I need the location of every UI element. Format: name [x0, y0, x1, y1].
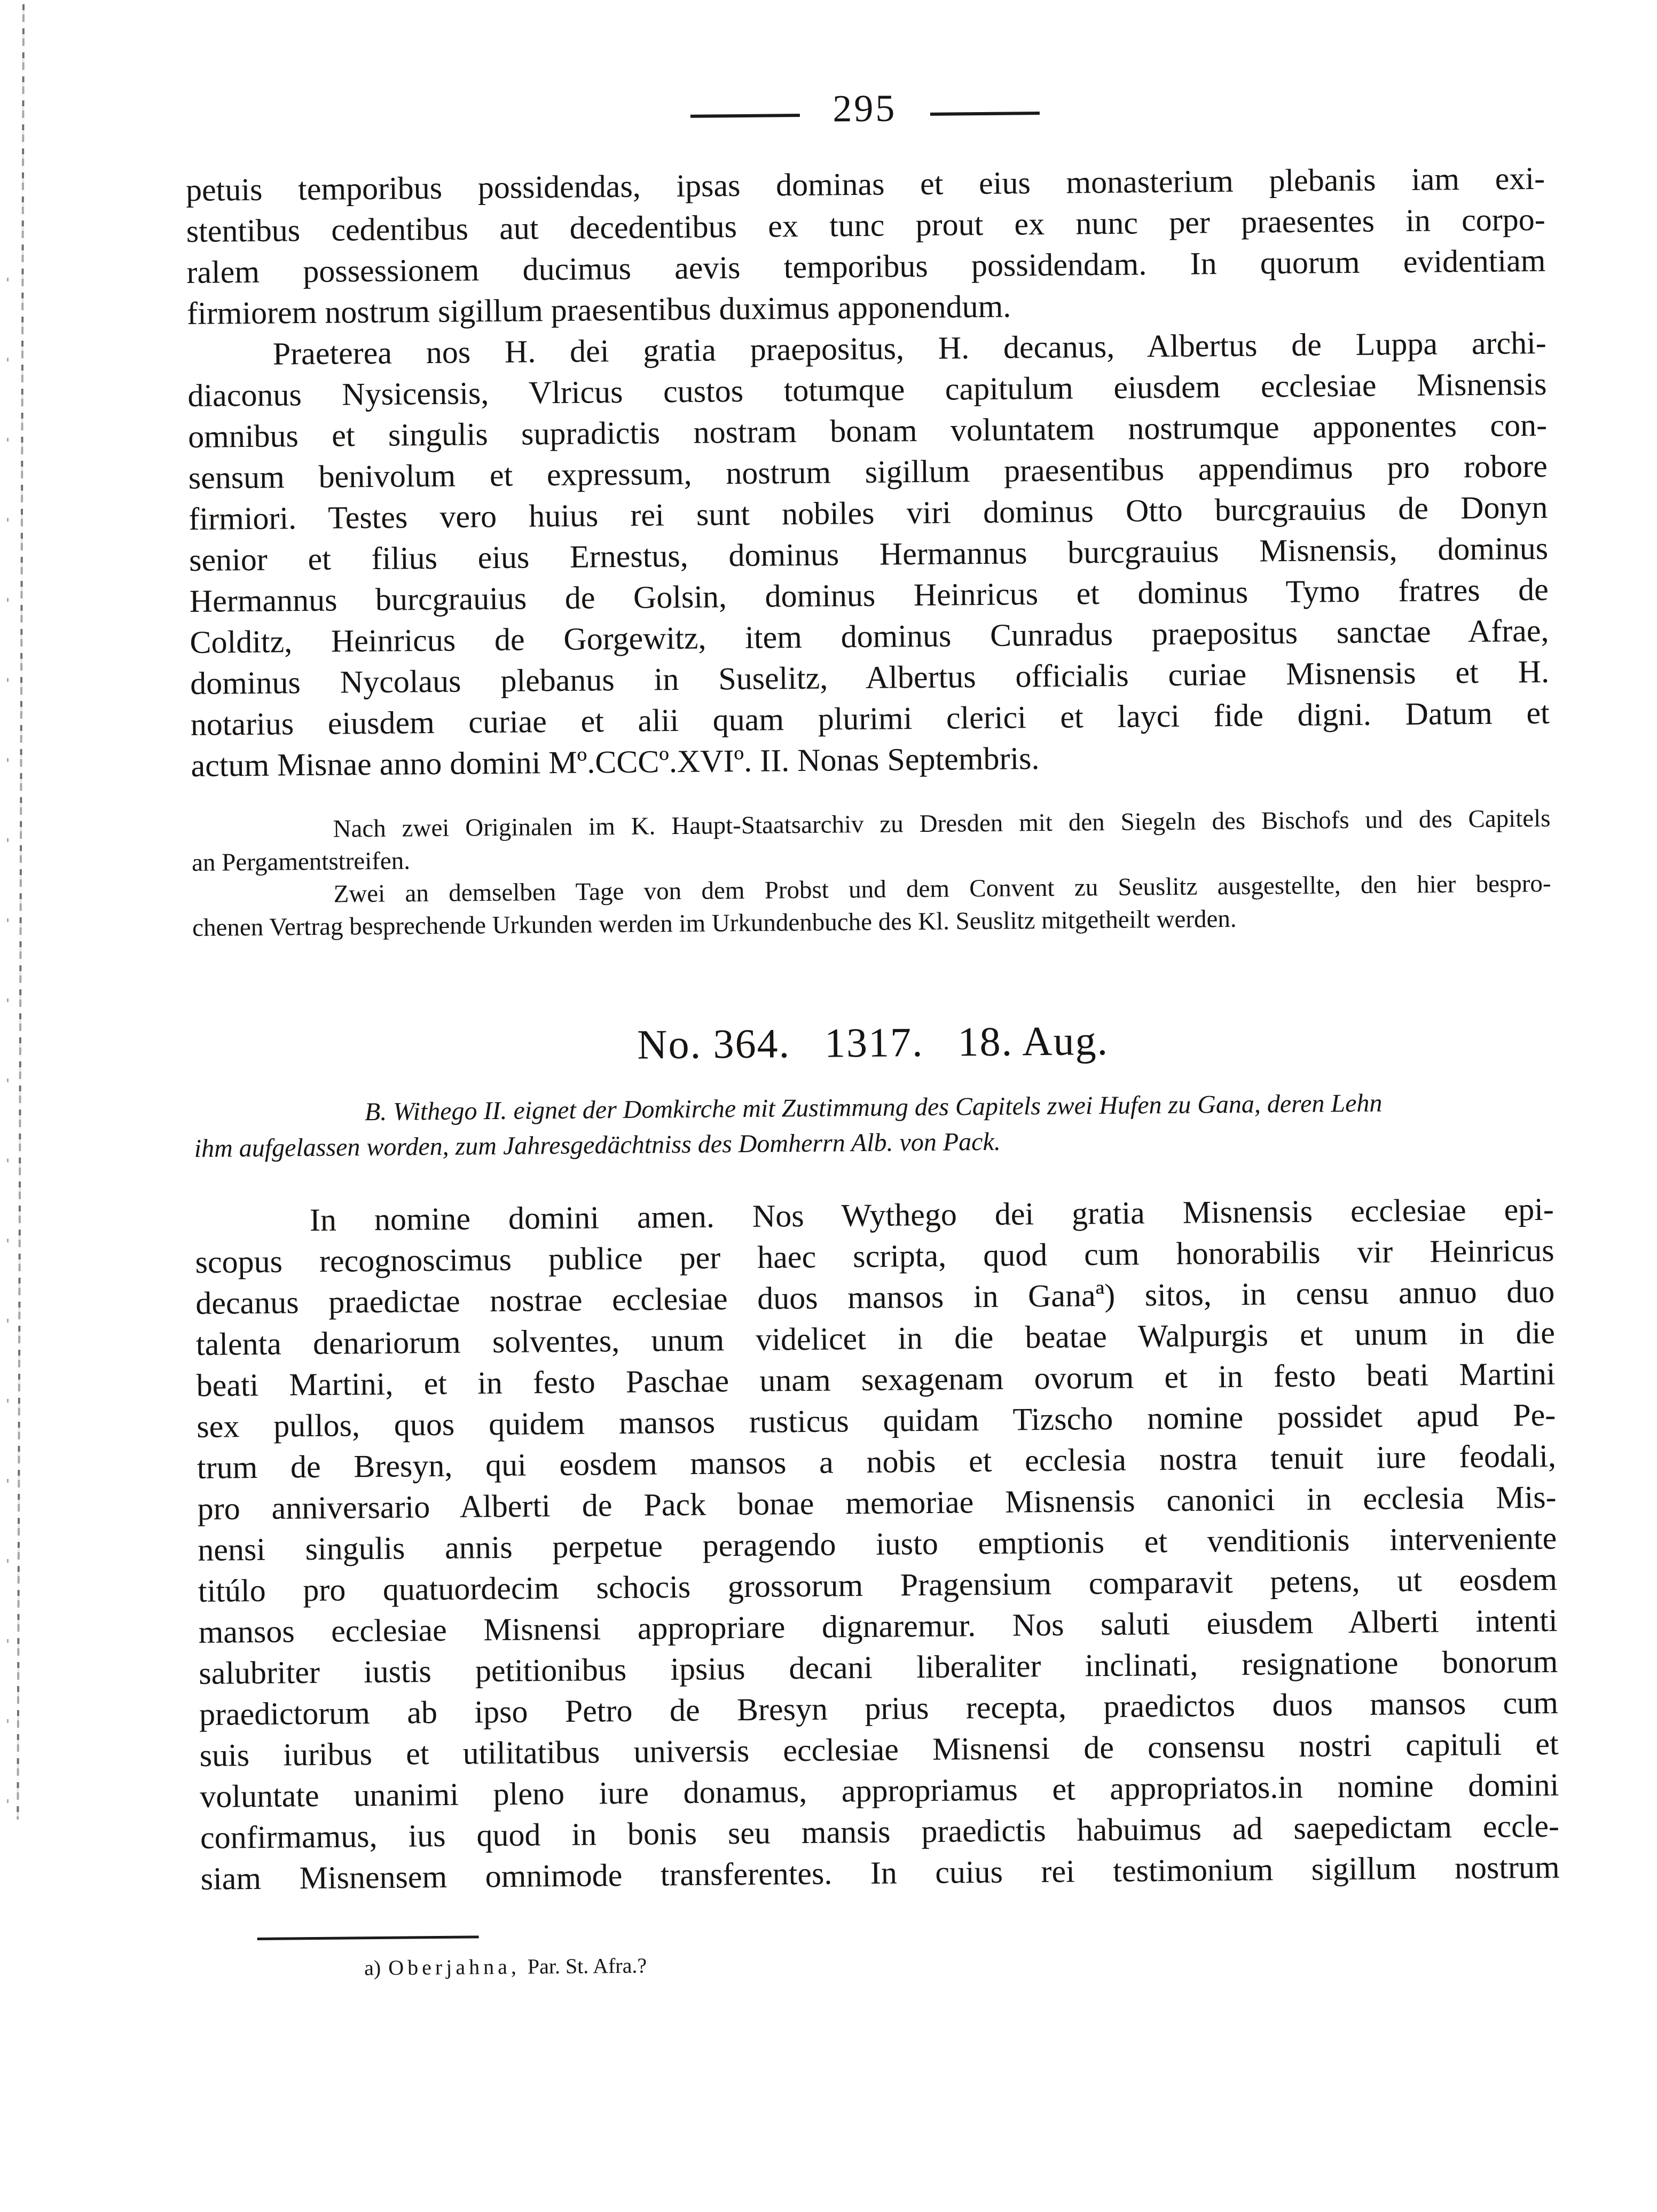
text-line: senior et filius eius Ernestus, dominus Hermannus burcgrauius Misnensis, dominus — [189, 530, 1549, 578]
charter-heading-number: No. 364. — [637, 1020, 791, 1068]
text-line: beati Martini, et in festo Paschae unam sexagenam ovorum et in festo beati Martini — [196, 1356, 1556, 1403]
text-line: ralem possessionem ducimus aevis temporibus possidendam. In quorum evidentiam — [186, 242, 1546, 290]
footnote — [201, 1944, 1560, 1983]
footnote-separator-rule — [257, 1935, 479, 1940]
text-line: In nomine domini amen. Nos Wythego dei gratia Misnensis ecclesiae epi- — [309, 1191, 1554, 1238]
scan-speck-artifact — [7, 278, 9, 1853]
text-line: trum de Bresyn, qui eosdem mansos a nobis et ecclesia nostra tenuit iure feodali, — [197, 1438, 1557, 1485]
footnote-text: Par. St. Afra.? — [527, 1953, 647, 1979]
text-line: pro anniversario Alberti de Pack bonae memoriae Misnensis canonici in ecclesia Mis- — [197, 1479, 1557, 1526]
header-dash-right — [930, 112, 1039, 116]
printed-area — [184, 0, 1560, 1983]
text-line: decanus praedictae nostrae ecclesiae duos mansos in Ganaª) sitos, in censu annuo duo — [195, 1273, 1555, 1321]
text-line: B. Withego II. eignet der Domkirche mit Zustimmung des Capitels zwei Hufen zu Gana, deren Lehn — [364, 1089, 1383, 1127]
charter-heading-date: 18. Aug. — [957, 1017, 1109, 1065]
scan-gutter-artifact — [17, 4, 25, 1820]
paragraph-continuation — [186, 158, 1546, 334]
charter-heading-year: 1317. — [824, 1018, 924, 1066]
text-line: ihm aufgelassen worden, zum Jahresgedächtniss des Domherrn Alb. von Pack. — [194, 1127, 1001, 1163]
text-line: dominus Nycolaus plebanus in Suselitz, Albertus officialis curiae Misnensis et H. — [190, 654, 1550, 701]
text-line: omnibus et singulis supradictis nostram bonam voluntatem nostrumque apponentes con- — [187, 407, 1548, 454]
text-line: diaconus Nysicensis, Vlricus custos totumque capitulum eiusdem ecclesiae Misnensis — [187, 366, 1547, 413]
editorial-notes — [191, 802, 1551, 944]
footnote-place-name: Oberjahna, — [388, 1954, 521, 1980]
charter-heading — [193, 1013, 1553, 1073]
text-line: Hermannus burcgrauius de Golsin, dominus Heinricus et dominus Tymo fratres de — [189, 571, 1549, 619]
page-header — [185, 78, 1544, 139]
footnote-marker: a) — [364, 1955, 381, 1980]
text-line: Nach zwei Originalen im K. Haupt-Staatsarchiv zu Dresden mit den Siegeln des Bischofs und des Capitels — [333, 804, 1551, 843]
text-line: sex pullos, quos quidem mansos rusticus quidam Tizscho nomine possidet apud Pe- — [197, 1397, 1556, 1444]
text-line: firmiori. Testes vero huius rei sunt nobiles viri dominus Otto burcgrauius de Donyn — [189, 489, 1548, 537]
text-line: confirmamus, ius quod in bonis seu mansis praedictis habuimus ad saepedictam eccle- — [200, 1808, 1560, 1855]
text-line: stentibus cedentibus aut decedentibus ex tunc prout ex nunc per praesentes in corpo- — [186, 201, 1545, 249]
text-line: nensi singulis annis perpetue peragendo iusto emptionis et venditionis interveniente — [198, 1520, 1557, 1568]
note-related-charters — [192, 868, 1551, 944]
header-dash-left — [690, 114, 799, 118]
page-number: 295 — [832, 86, 897, 130]
text-line: talenta denariorum solventes, unum videlicet in die beatae Walpurgis et unum in die — [195, 1314, 1556, 1362]
text-line: praedictorum ab ipso Petro de Bresyn prius recepta, praedictos duos mansos cum — [199, 1684, 1559, 1732]
charter-364 — [193, 1013, 1561, 1983]
text-line: mansos ecclesiae Misnensi appropriare dignaremur. Nos saluti eiusdem Alberti intenti — [198, 1602, 1558, 1650]
text-line: petuis temporibus possidendas, ipsas dominas et eius monasterium plebanis iam exi- — [185, 160, 1545, 208]
text-line: Zwei an demselben Tage von dem Probst und dem Convent zu Seuslitz ausgestellte, den hier bespro- — [333, 869, 1551, 908]
text-line: firmiorem nostrum sigillum praesentibus duximus apponendum. — [186, 288, 1011, 331]
text-line: Colditz, Heinricus de Gorgewitz, item dominus Cunradus praepositus sanctae Afrae, — [190, 612, 1549, 660]
charter-summary-german — [194, 1084, 1553, 1167]
text-line: chenen Vertrag besprechende Urkunden werden im Urkundenbuche des Kl. Seuslitz mitgetheilt werden. — [192, 904, 1237, 942]
text-line: actum Misnae anno domini Mº.CCCº.XVIº. II. Nonas Septembris. — [191, 741, 1040, 783]
charter-363-continuation — [186, 158, 1552, 944]
text-line: voluntate unanimi pleno iure donamus, appropriamus et appropriatos.in nomine domini — [200, 1767, 1559, 1814]
charter-body-latin — [195, 1189, 1560, 1900]
text-line: titúlo pro quatuordecim schocis grossorum Pragensium comparavit petens, ut eosdem — [198, 1561, 1558, 1609]
text-line: scopus recognoscimus publice per haec scripta, quod cum honorabilis vir Heinricus — [195, 1232, 1554, 1280]
text-line: sensum benivolum et expressum, nostrum sigillum praesentibus appendimus pro robore — [188, 448, 1548, 495]
text-line: suis iuribus et utilitatibus universis ecclesiae Misnensi de consensu nostri capituli et — [199, 1726, 1559, 1773]
text-line: Praeterea nos H. dei gratia praepositus, H. decanus, Albertus de Luppa archi- — [272, 325, 1546, 372]
paragraph-praeterea-witnesses — [187, 322, 1550, 786]
text-line: siam Misnensem omnimode transferentes. In cuius rei testimonium sigillum nostrum — [200, 1849, 1560, 1896]
note-provenance — [191, 802, 1551, 879]
text-line: notarius eiusdem curiae et alii quam plurimi clerici et layci fide digni. Datum et — [190, 695, 1550, 742]
text-line: salubriter iustis petitionibus ipsius decani liberaliter inclinati, resignatione bonorum — [199, 1643, 1558, 1691]
text-line: an Pergamentstreifen. — [191, 847, 411, 877]
